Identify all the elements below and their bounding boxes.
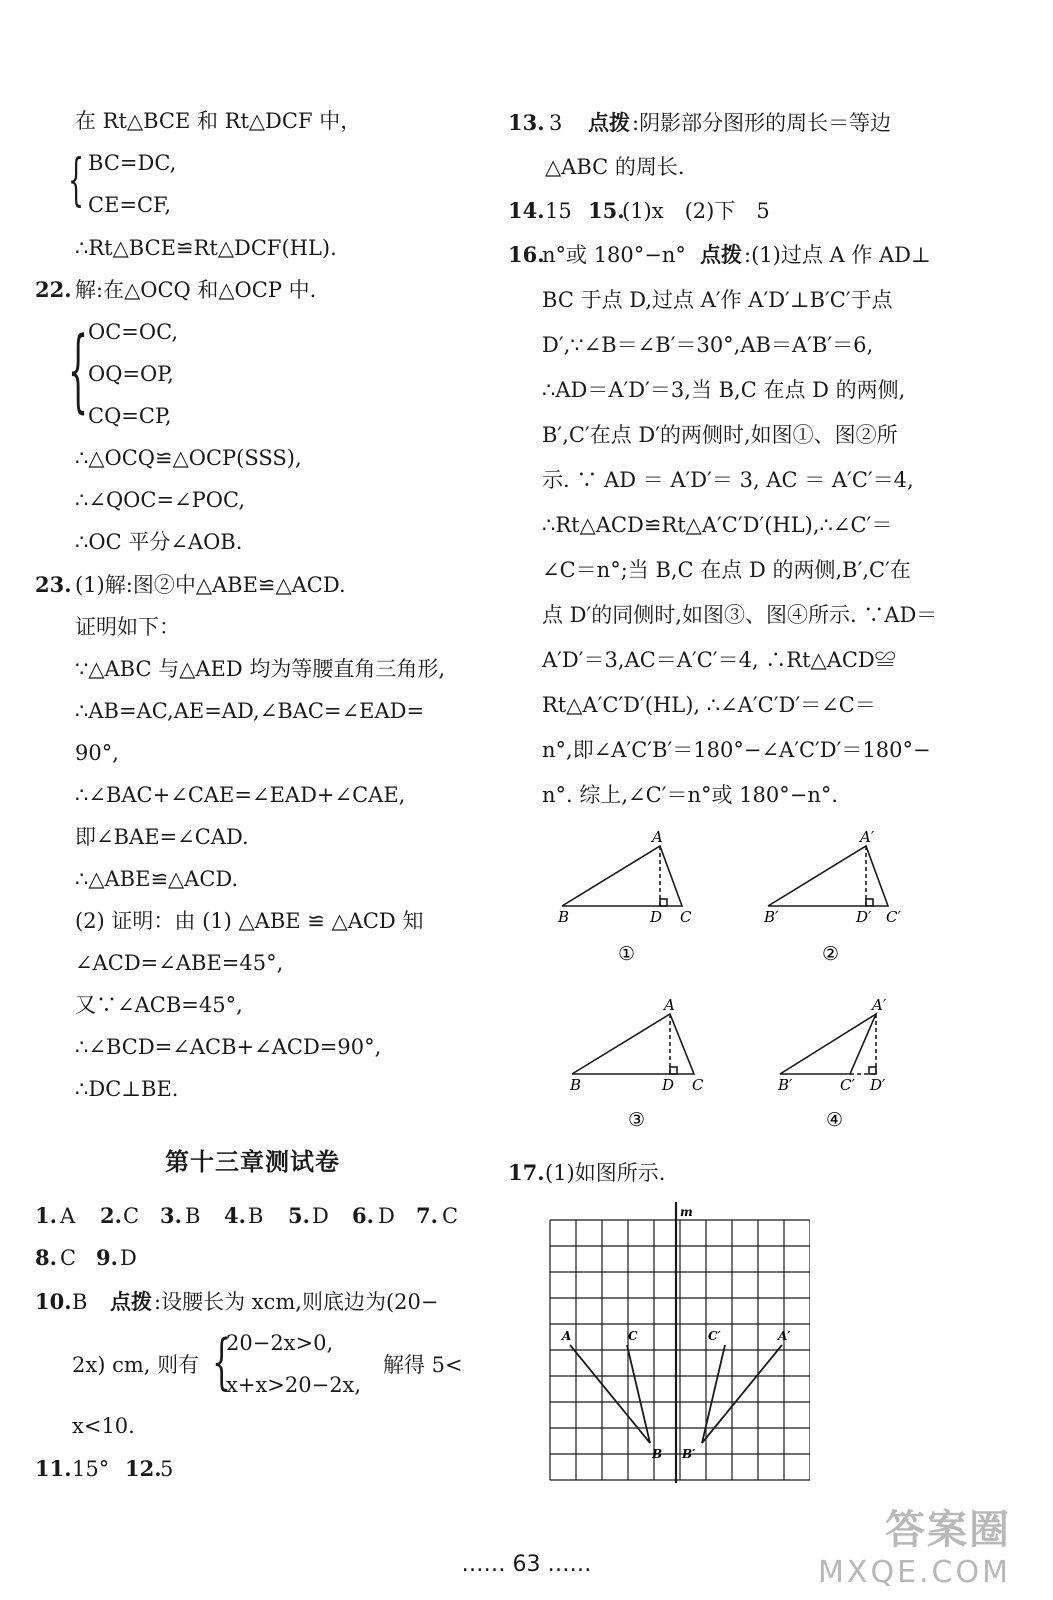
point-label: B xyxy=(652,1447,663,1461)
text-line: ∠C＝n°;当 B,C 在点 D 的两侧,B′,C′在 xyxy=(542,558,911,582)
vertex-label: D xyxy=(650,908,663,926)
answer-number: 1. xyxy=(35,1203,57,1228)
section-title: 第十三章测试卷 xyxy=(165,1148,340,1176)
watermark xyxy=(818,1498,1011,1590)
vertex-label: D′ xyxy=(856,908,872,926)
answer-value: C xyxy=(123,1204,140,1228)
text-line: △ABC 的周长. xyxy=(545,155,685,179)
text-line: 90°, xyxy=(75,741,119,765)
watermark-url: MXQE.COM xyxy=(818,1555,1011,1590)
point-label: A xyxy=(562,1329,572,1343)
text-line: 点 D′的同侧时,如图③、图④所示. ∵AD＝ xyxy=(542,603,938,627)
inequality-2: x+x>20−2x, xyxy=(226,1373,362,1397)
right-angle-mark xyxy=(670,1067,677,1074)
vertex-label: C xyxy=(680,908,692,926)
text-line: ∴OC 平分∠AOB. xyxy=(75,530,243,554)
question-number: 13. xyxy=(508,110,545,135)
text-line: 证明如下： xyxy=(75,615,180,639)
text-line: 即∠BAE=∠CAD. xyxy=(75,825,249,849)
text-line: CE=CF, xyxy=(88,193,172,217)
point-label: C′ xyxy=(708,1329,721,1343)
point-label: A′ xyxy=(778,1329,791,1343)
text-line: :设腰长为 xcm,则底边为(20− xyxy=(154,1290,439,1314)
hint-tag: 点拨 xyxy=(110,1289,152,1314)
text-line: x<10. xyxy=(72,1414,135,1438)
answer-number: 3. xyxy=(160,1203,182,1228)
triangle-abc xyxy=(572,1014,694,1074)
answer-number: 9. xyxy=(96,1245,118,1270)
text-line: CQ=CP, xyxy=(88,404,172,428)
text-line: 又∵∠ACB=45°, xyxy=(75,993,243,1017)
vertex-label: A xyxy=(652,828,663,846)
vertex-label: D′ xyxy=(870,1076,886,1094)
grid-lines xyxy=(550,1220,810,1480)
triangle-abc-prime xyxy=(768,846,888,906)
figure-caption: ② xyxy=(822,943,840,965)
text-line: (2) 证明：由 (1) △ABE ≌ △ACD 知 xyxy=(75,909,424,933)
text-line: BC=DC, xyxy=(88,151,177,175)
vertex-label: A′ xyxy=(872,996,887,1014)
text-line: Rt△A′C′D′(HL), ∴∠A′C′D′＝∠C＝ xyxy=(542,693,876,717)
text-line: B′,C′在点 D′的两侧时,如图①、图②所 xyxy=(542,423,898,447)
question-number: 15. xyxy=(588,198,625,223)
text-line: ∴AB=AC,AE=AD,∠BAC=∠EAD= xyxy=(75,699,425,723)
hint-tag: 点拨 xyxy=(700,242,742,267)
text-line: A′D′＝3,AC＝A′C′＝4, ∴Rt△ACD≌ xyxy=(542,648,896,672)
page-number: …… 63 …… xyxy=(461,1552,592,1577)
answer-value: C xyxy=(60,1246,77,1270)
text-line: 在 Rt△BCE 和 Rt△DCF 中， xyxy=(75,109,362,133)
vertex-label: B xyxy=(570,1076,582,1094)
answer-number: 4. xyxy=(224,1203,246,1228)
text-line: 解得 5< xyxy=(383,1353,463,1377)
text-line: n°,即∠A′C′B′＝180°−∠A′C′D′＝180°− xyxy=(542,738,931,762)
figure-caption: ④ xyxy=(826,1109,844,1131)
question-number: 17. xyxy=(508,1160,545,1185)
inequality-1: 20−2x>0, xyxy=(226,1331,334,1355)
answer-value: B xyxy=(248,1204,264,1228)
answer-value: 3 xyxy=(549,111,563,135)
question-number: 10. xyxy=(35,1289,72,1314)
question-number: 12. xyxy=(125,1456,162,1481)
question-number: 14. xyxy=(508,198,545,223)
figure-1 xyxy=(562,846,682,906)
text-line: ∠ACD=∠ABE=45°, xyxy=(75,951,284,975)
figure-caption: ③ xyxy=(628,1109,646,1131)
brace: { xyxy=(68,318,89,423)
vertex-label: C′ xyxy=(886,908,901,926)
text-line: D′,∵∠B＝∠B′＝30°,AB＝A′B′＝6, xyxy=(542,333,874,357)
answer-value: C xyxy=(442,1204,459,1228)
figure-2 xyxy=(768,846,888,906)
answer-number: 7. xyxy=(416,1203,438,1228)
answer-value: B xyxy=(72,1290,88,1314)
text-line: ∴DC⊥BE. xyxy=(75,1077,179,1101)
figure-4 xyxy=(780,1014,876,1074)
text-line: 示. ∵ AD ＝ A′D′＝ 3, AC ＝ A′C′＝4, xyxy=(542,468,914,492)
right-angle-mark xyxy=(660,899,667,906)
figure-caption: ① xyxy=(618,943,636,965)
question-number: 16. xyxy=(508,242,545,267)
answer-value: 5 xyxy=(160,1457,174,1481)
answer-value: 15 xyxy=(545,199,572,223)
answer-value: A xyxy=(60,1204,76,1228)
hint-tag: 点拨 xyxy=(588,110,630,135)
right-angle-mark xyxy=(866,899,873,906)
vertex-label: B xyxy=(558,908,570,926)
vertex-label: B′ xyxy=(778,1076,793,1094)
brace: { xyxy=(212,1327,232,1397)
text-line: ∴AD＝A′D′＝3,当 B,C 在点 D 的两侧, xyxy=(542,378,906,402)
text-line: ∴Rt△BCE≌Rt△DCF(HL). xyxy=(75,236,337,260)
vertex-label: D xyxy=(662,1076,675,1094)
text-line: 2x) cm, 则有 xyxy=(72,1353,200,1377)
answer-value: D xyxy=(312,1204,329,1228)
line-label: m xyxy=(680,1205,693,1219)
right-angle-mark xyxy=(869,1067,876,1074)
text-line: BC 于点 D,过点 A′作 A′D′⊥B′C′于点 xyxy=(542,288,893,312)
triangle-abc xyxy=(562,846,682,906)
answer-value: D xyxy=(120,1246,137,1270)
answer-number: 5. xyxy=(288,1203,310,1228)
watermark-text: 答案圈 xyxy=(885,1507,1011,1553)
answer-number: 8. xyxy=(35,1245,57,1270)
text-line: n°. 综上,∠C′＝n°或 180°−n°. xyxy=(542,783,839,807)
text-line: OC=OC, xyxy=(88,320,179,344)
answer-value: B xyxy=(185,1204,201,1228)
vertex-label: B′ xyxy=(764,908,779,926)
vertex-label: C′ xyxy=(840,1076,855,1094)
answer-value: D xyxy=(378,1204,395,1228)
text-line: OQ=OP, xyxy=(88,362,174,386)
question-number: 11. xyxy=(35,1456,72,1481)
text-line: ∴Rt△ACD≌Rt△A′C′D′(HL),∴∠C′＝ xyxy=(542,513,893,537)
answer-value: 15° xyxy=(72,1457,110,1481)
text-line: (1)解:图②中△ABE≌△ACD. xyxy=(75,573,346,597)
question-number: 23. xyxy=(35,572,72,597)
text-line: 解:在△OCQ 和△OCP 中. xyxy=(75,278,317,302)
vertex-label: A′ xyxy=(860,828,875,846)
triangle-abc-prime xyxy=(780,1014,876,1074)
text-line: ∴∠BAC+∠CAE=∠EAD+∠CAE, xyxy=(75,783,406,807)
text-line: ∴△ABE≌△ACD. xyxy=(75,867,239,891)
text-line: :阴影部分图形的周长＝等边 xyxy=(632,111,892,135)
answer-number: 6. xyxy=(352,1203,374,1228)
vertex-label: A xyxy=(664,996,675,1014)
point-label: B′ xyxy=(682,1447,696,1461)
text-line: ∵△ABC 与△AED 均为等腰直角三角形, xyxy=(75,657,446,681)
figure-3 xyxy=(572,1014,694,1074)
grid-figure xyxy=(540,1200,810,1490)
text-line: ∴∠BCD=∠ACB+∠ACD=90°, xyxy=(75,1035,382,1059)
brace: { xyxy=(68,148,85,213)
question-number: 22. xyxy=(35,277,72,302)
answer-number: 2. xyxy=(100,1203,122,1228)
text-line: :(1)过点 A 作 AD⊥ xyxy=(744,243,931,267)
triangle-figures xyxy=(540,820,940,1140)
point-label: C xyxy=(628,1329,638,1343)
text-line: (1)如图所示. xyxy=(545,1161,666,1185)
text-line: ∴∠QOC=∠POC, xyxy=(75,488,245,512)
text-line: ∴△OCQ≌△OCP(SSS), xyxy=(75,446,302,470)
answer-value: n°或 180°−n° xyxy=(542,243,686,267)
vertex-label: C xyxy=(692,1076,704,1094)
answer-value: (1)x (2)下 5 xyxy=(622,199,770,223)
